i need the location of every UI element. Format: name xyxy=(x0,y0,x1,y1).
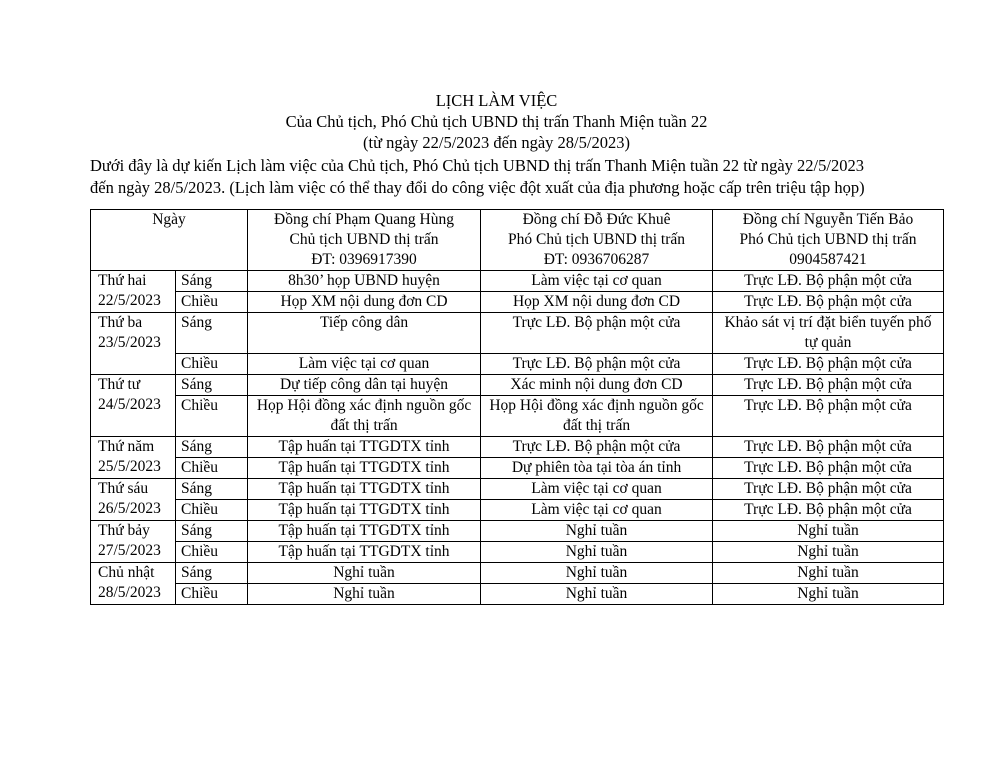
session-cell: Chiều xyxy=(176,584,248,605)
schedule-cell-official-2: Trực LĐ. Bộ phận một cửa xyxy=(481,437,713,458)
schedule-cell-official-2: Nghỉ tuần xyxy=(481,542,713,563)
intro-line-2: đến ngày 28/5/2023. (Lịch làm việc có thể thay đổi do công việc đột xuất của địa phương hoặc cấp trên triệu tập họp) xyxy=(90,177,865,197)
day-cell xyxy=(91,521,176,563)
session-cell: Sáng xyxy=(176,313,248,354)
session-cell: Chiều xyxy=(176,354,248,375)
session-cell: Sáng xyxy=(176,271,248,292)
day-cell xyxy=(91,563,176,605)
schedule-table xyxy=(90,209,944,605)
schedule-cell-official-1: Họp XM nội dung đơn CD xyxy=(248,292,481,313)
official-phone: 0904587421 xyxy=(789,251,867,268)
official-title: Phó Chủ tịch UBND thị trấn xyxy=(739,231,917,248)
schedule-cell-official-3: Trực LĐ. Bộ phận một cửa xyxy=(713,271,944,292)
schedule-cell-official-2: Nghỉ tuần xyxy=(481,584,713,605)
schedule-cell-official-1: Tập huấn tại TTGDTX tỉnh xyxy=(248,458,481,479)
schedule-cell-official-3: Nghỉ tuần xyxy=(713,563,944,584)
schedule-cell-official-1: Tập huấn tại TTGDTX tỉnh xyxy=(248,500,481,521)
schedule-cell-official-2: Dự phiên tòa tại tòa án tỉnh xyxy=(481,458,713,479)
session-cell: Chiều xyxy=(176,542,248,563)
table-row xyxy=(91,437,944,458)
session-cell: Sáng xyxy=(176,437,248,458)
schedule-cell-official-2: Làm việc tại cơ quan xyxy=(481,479,713,500)
table-row xyxy=(91,542,944,563)
day-name: Thứ sáu xyxy=(98,480,149,497)
schedule-cell-official-3: Trực LĐ. Bộ phận một cửa xyxy=(713,292,944,313)
intro-line-1: Dưới đây là dự kiến Lịch làm việc của Chủ tịch, Phó Chủ tịch UBND thị trấn Thanh Miện tuần 22 từ ngày 22/5/2023 xyxy=(90,156,864,175)
schedule-cell-official-3: Nghỉ tuần xyxy=(713,542,944,563)
day-date: 24/5/2023 xyxy=(98,396,161,413)
session-cell: Sáng xyxy=(176,375,248,396)
table-row xyxy=(91,396,944,437)
schedule-cell-official-1: Dự tiếp công dân tại huyện xyxy=(248,375,481,396)
schedule-cell-official-3: Trực LĐ. Bộ phận một cửa xyxy=(713,458,944,479)
day-date: 22/5/2023 xyxy=(98,292,161,309)
schedule-cell-official-2: Xác minh nội dung đơn CD xyxy=(481,375,713,396)
day-cell xyxy=(91,271,176,313)
official-phone: ĐT: 0936706287 xyxy=(543,251,650,268)
schedule-cell-official-1: Tiếp công dân xyxy=(248,313,481,354)
schedule-cell-official-3: Trực LĐ. Bộ phận một cửa xyxy=(713,479,944,500)
day-cell xyxy=(91,437,176,479)
table-row xyxy=(91,521,944,542)
schedule-cell-official-3: Trực LĐ. Bộ phận một cửa xyxy=(713,396,944,437)
day-name: Thứ hai xyxy=(98,272,147,289)
document-subtitle: Của Chủ tịch, Phó Chủ tịch UBND thị trấn Thanh Miện tuần 22 xyxy=(285,112,708,131)
day-date: 28/5/2023 xyxy=(98,584,161,601)
column-header-official-2 xyxy=(481,210,713,271)
schedule-cell-official-3: Nghỉ tuần xyxy=(713,584,944,605)
table-row xyxy=(91,458,944,479)
day-name: Chủ nhật xyxy=(98,564,155,581)
schedule-cell-official-3: Nghỉ tuần xyxy=(713,521,944,542)
schedule-cell-official-2: Nghỉ tuần xyxy=(481,521,713,542)
schedule-cell-official-2: Trực LĐ. Bộ phận một cửa xyxy=(481,354,713,375)
schedule-cell-official-3: Trực LĐ. Bộ phận một cửa xyxy=(713,375,944,396)
day-date: 27/5/2023 xyxy=(98,542,161,559)
session-cell: Sáng xyxy=(176,479,248,500)
column-header-official-3 xyxy=(713,210,944,271)
day-name: Thứ tư xyxy=(98,376,141,393)
day-name: Thứ năm xyxy=(98,438,155,455)
day-cell xyxy=(91,313,176,375)
table-row xyxy=(91,313,944,354)
day-date: 23/5/2023 xyxy=(98,334,161,351)
schedule-cell-official-1: Tập huấn tại TTGDTX tỉnh xyxy=(248,437,481,458)
day-name: Thứ bảy xyxy=(98,522,150,539)
schedule-cell-official-1: Nghỉ tuần xyxy=(248,563,481,584)
day-cell xyxy=(91,479,176,521)
session-cell: Chiều xyxy=(176,396,248,437)
official-phone: ĐT: 0396917390 xyxy=(311,251,417,268)
schedule-cell-official-2: Nghỉ tuần xyxy=(481,563,713,584)
table-row xyxy=(91,584,944,605)
schedule-cell-official-1: 8h30’ họp UBND huyện xyxy=(248,271,481,292)
schedule-cell-official-1: Tập huấn tại TTGDTX tỉnh xyxy=(248,521,481,542)
session-cell: Sáng xyxy=(176,521,248,542)
schedule-cell-official-1: Tập huấn tại TTGDTX tỉnh xyxy=(248,542,481,563)
schedule-cell-official-3: Trực LĐ. Bộ phận một cửa xyxy=(713,437,944,458)
day-name: Thứ ba xyxy=(98,314,143,331)
intro-paragraph xyxy=(90,155,943,198)
day-cell xyxy=(91,375,176,437)
day-date: 25/5/2023 xyxy=(98,458,161,475)
session-cell: Chiều xyxy=(176,458,248,479)
schedule-cell-official-3: Trực LĐ. Bộ phận một cửa xyxy=(713,500,944,521)
document-header xyxy=(0,90,993,153)
table-row xyxy=(91,479,944,500)
document-date-range: (từ ngày 22/5/2023 đến ngày 28/5/2023) xyxy=(363,133,630,152)
session-cell: Chiều xyxy=(176,500,248,521)
official-title: Phó Chủ tịch UBND thị trấn xyxy=(508,231,685,248)
schedule-cell-official-1: Tập huấn tại TTGDTX tỉnh xyxy=(248,479,481,500)
schedule-cell-official-3: Trực LĐ. Bộ phận một cửa xyxy=(713,354,944,375)
table-row xyxy=(91,563,944,584)
table-row xyxy=(91,292,944,313)
official-name: Đồng chí Phạm Quang Hùng xyxy=(274,211,454,228)
table-header-row xyxy=(91,210,944,271)
session-cell: Sáng xyxy=(176,563,248,584)
session-cell: Chiều xyxy=(176,292,248,313)
table-row xyxy=(91,271,944,292)
table-row xyxy=(91,375,944,396)
day-date: 26/5/2023 xyxy=(98,500,161,517)
column-header-official-1 xyxy=(248,210,481,271)
schedule-cell-official-1: Nghỉ tuần xyxy=(248,584,481,605)
schedule-cell-official-2: Trực LĐ. Bộ phận một cửa xyxy=(481,313,713,354)
schedule-cell-official-2: Họp XM nội dung đơn CD xyxy=(481,292,713,313)
official-name: Đồng chí Nguyễn Tiến Bảo xyxy=(742,211,914,228)
official-title: Chủ tịch UBND thị trấn xyxy=(289,231,439,248)
table-row xyxy=(91,500,944,521)
schedule-cell-official-2: Làm việc tại cơ quan xyxy=(481,271,713,292)
schedule-cell-official-3: Khảo sát vị trí đặt biển tuyến phố tự quản xyxy=(713,313,944,354)
table-row xyxy=(91,354,944,375)
schedule-cell-official-2: Họp Hội đồng xác định nguồn gốc đất thị trấn xyxy=(481,396,713,437)
official-name: Đồng chí Đỗ Đức Khuê xyxy=(522,211,671,228)
schedule-cell-official-1: Họp Hội đồng xác định nguồn gốc đất thị trấn xyxy=(248,396,481,437)
document-title: LỊCH LÀM VIỆC xyxy=(435,91,558,110)
column-header-day: Ngày xyxy=(91,210,248,271)
schedule-cell-official-2: Làm việc tại cơ quan xyxy=(481,500,713,521)
schedule-cell-official-1: Làm việc tại cơ quan xyxy=(248,354,481,375)
